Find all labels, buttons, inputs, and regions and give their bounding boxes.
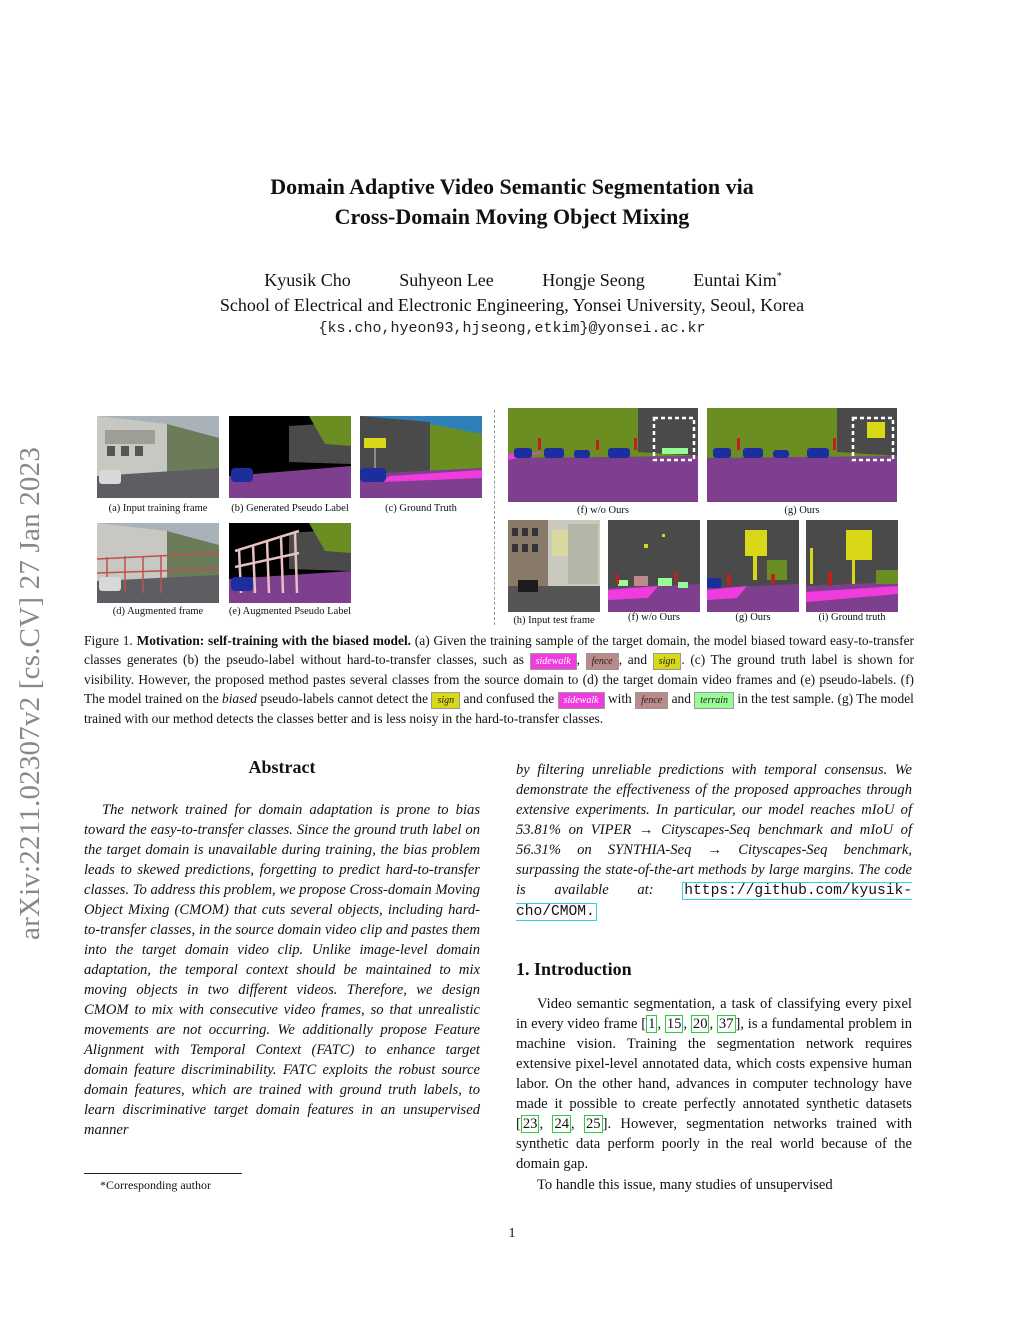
author-1: Kyusik Cho xyxy=(264,270,351,290)
tag-sidewalk: sidewalk xyxy=(530,653,577,670)
tag-sign-2: sign xyxy=(431,692,460,709)
tag-sidewalk-2: sidewalk xyxy=(558,692,605,709)
title-line-1: Domain Adaptive Video Semantic Segmentation via xyxy=(270,174,754,199)
caption-text-1: (a) Given the training sample of the target domain, the model biased toward easy-to-transfer classes generates (b) the pseudo-label without hard-to-transfer classes, such as xyxy=(84,633,914,667)
caption-c: (c) Ground Truth xyxy=(385,503,457,514)
caption-text-4: pseudo-labels cannot detect the xyxy=(260,691,429,706)
intro-heading: 1. Introduction xyxy=(516,959,632,979)
abstract-continued-text: by filtering unreliable predictions with temporal consensus. We demonstrate the effectiveness of the proposed approaches through extensive experiments. In particular, our model reaches mIoU of 53.81% on VIPER → Cityscapes-Seq benchmark and mIoU of 56.31% on SYNTHIA-Seq → Cityscapes-Seq benchmark, surpassing the state-of-the-art methods by large margins. The code is available at: xyxy=(516,762,912,898)
caption-b: (b) Generated Pseudo Label xyxy=(231,503,349,514)
tag-fence-2: fence xyxy=(635,692,668,709)
caption-text-6: with xyxy=(607,691,632,706)
caption-d: (d) Augmented frame xyxy=(112,606,204,617)
figure-image-ours-large xyxy=(707,408,897,502)
caption-h: (h) Input test frame xyxy=(513,615,595,626)
footnote: *Corresponding author xyxy=(100,1178,211,1192)
intro-text-a: Video semantic segmentation, a task of classifying every pixel in every video frame [ xyxy=(516,996,912,1032)
caption-biased: biased xyxy=(222,691,257,706)
figure-caption: Figure 1. Motivation: self-training with the biased model. (a) Given the training sample of the target domain, the model biased toward easy-to-transfer classes generates (b) the pseudo-label without hard-to-transfer classes, such as sidewalk , fence , and sign . (c) The ground truth label is shown for visibility. However, the proposed method pastes several classes from the source domain to (d) the target domain video frames and (e) pseudo-labels. (f) The model trained on the biased pseudo-labels cannot detect the sign and confused the sidewalk with fence and terrain in the test sample. (g) The model trained with our method detects the classes better and is less noisy in the hard-to-transfer classes. xyxy=(84,633,914,726)
title-line-2: Cross-Domain Moving Object Mixing xyxy=(334,204,690,229)
figure-label: Figure 1. xyxy=(84,633,133,648)
citation-25[interactable]: 25 xyxy=(586,1116,601,1132)
page-number: 1 xyxy=(508,1226,516,1241)
figure-image-input-training-frame xyxy=(97,416,219,498)
corresponding-mark: * xyxy=(776,271,782,282)
citation-20[interactable]: 20 xyxy=(692,1016,708,1032)
abstract-body: The network trained for domain adaptation is prone to bias toward the easy-to-transfer classes. Since the ground truth label on the target domain is unavailable during training, the bias problem leads to skewed predictions, forgetting to predict hard-to-transfer classes. To address this problem, we propose Cross-domain Moving Object Mixing (CMOM) that cuts several objects, including hard-to-transfer classes, in the source domain video clip and pastes them into the target domain video clip. Unlike image-level domain adaptation, the temporal context should be maintained to mix moving objects in two different videos. Therefore, we design CMOM to mix with consecutive video frames, so that unrealistic movements are not occurring. We additionally propose Feature Alignment with Temporal Context (FATC) to enhance target domain feature discriminability. FATC exploits the robust source domain features, which are trained with ground truth labels, to learn discriminative target domain features in an unsupervised manner xyxy=(84,802,480,1138)
intro-text-b: ], is a fundamental problem in machine vision. Training the segmentation network requires extensive pixel-level annotated data, which costs expensive human labor. On the other hand, advances in computer technology have made it possible to create perfectly annotated synthetic datasets [ xyxy=(516,1016,912,1132)
citation-37[interactable]: 37 xyxy=(718,1016,734,1032)
figure-image-generated-pseudo-label xyxy=(229,416,351,498)
caption-text-8: in the test sample. (g) The model trained with our method detects the classes better and is less noisy in the hard-to-transfer classes. xyxy=(84,691,914,726)
figure-image-augmented-frame xyxy=(97,523,219,603)
code-link[interactable]: https://github.com/kyusik-cho/CMOM. xyxy=(516,883,912,920)
figure-image-without-ours-small xyxy=(608,520,700,612)
intro-paragraph-2: To handle this issue, many studies of unsupervised xyxy=(537,1177,833,1193)
figure-image-ground-truth xyxy=(360,416,482,498)
citation-1[interactable]: 1 xyxy=(648,1016,656,1032)
figure-caption-title: Motivation: self-training with the biased model. xyxy=(136,633,412,648)
caption-a: (a) Input training frame xyxy=(108,503,208,514)
caption-f-top: (f) w/o Ours xyxy=(577,505,629,516)
figure-image-ground-truth-test xyxy=(806,520,898,612)
tag-sign: sign xyxy=(653,653,682,670)
caption-g-bottom: (g) Ours xyxy=(735,612,771,623)
citation-24[interactable]: 24 xyxy=(554,1116,570,1132)
figure-image-without-ours-large xyxy=(508,408,698,502)
author-2: Suhyeon Lee xyxy=(399,270,494,290)
tag-fence: fence xyxy=(586,653,619,670)
intro-text-c: ]. However, segmentation networks trained with synthetic data perform poorly in the real world because of the domain gap. xyxy=(516,1116,912,1172)
author-4: Euntai Kim* xyxy=(693,270,782,290)
tag-terrain: terrain xyxy=(694,692,734,709)
citation-23[interactable]: 23 xyxy=(522,1116,538,1132)
affiliation: School of Electrical and Electronic Engineering, Yonsei University, Seoul, Korea xyxy=(219,295,805,315)
caption-text-5: and confused the xyxy=(463,691,555,706)
caption-i: (i) Ground truth xyxy=(818,612,886,623)
caption-e: (e) Augmented Pseudo Label xyxy=(228,606,352,617)
caption-text-7: and xyxy=(671,691,691,706)
figure-image-ours-small xyxy=(707,520,799,612)
caption-text-2: and xyxy=(627,652,648,667)
figure-divider xyxy=(494,410,495,625)
intro-paragraph-1: Video semantic segmentation, a task of classifying every pixel in every video frame [ 1 , 15 , 20 , 37 ], is a fundamental problem in machine vision. Training the segmentation network requires extensive pixel-level annotated data, which costs expensive human labor. On the other hand, advances in computer technology have made it possible to create perfectly annotated synthetic datasets [ 23 , 24 , 25 ]. However, segmentation networks trained with synthetic data perform poorly in the real world because of the domain gap. xyxy=(516,996,912,1172)
caption-text-3: . (c) The ground truth label is shown for visibility. However, the proposed method pastes several classes from the source domain to (d) the target domain video frames and (e) pseudo-labels. (f) The model trained on the xyxy=(84,652,914,706)
author-emails: {ks.cho,hyeon93,hjseong,etkim}@yonsei.ac.kr xyxy=(318,320,706,337)
citation-15[interactable]: 15 xyxy=(666,1016,682,1032)
caption-g-top: (g) Ours xyxy=(784,505,820,516)
arxiv-identifier: arXiv:2211.02307v2 [cs.CV] 27 Jan 2023 xyxy=(14,446,46,940)
author-list xyxy=(0,270,1024,291)
caption-f-bottom: (f) w/o Ours xyxy=(628,612,680,623)
figure-image-augmented-pseudo-label xyxy=(229,523,351,603)
abstract-continued xyxy=(516,760,912,922)
paper-title xyxy=(0,172,1024,232)
author-3: Hongje Seong xyxy=(542,270,645,290)
footnote-rule xyxy=(84,1173,242,1174)
abstract-heading: Abstract xyxy=(248,757,316,777)
figure-image-input-test-frame xyxy=(508,520,600,612)
